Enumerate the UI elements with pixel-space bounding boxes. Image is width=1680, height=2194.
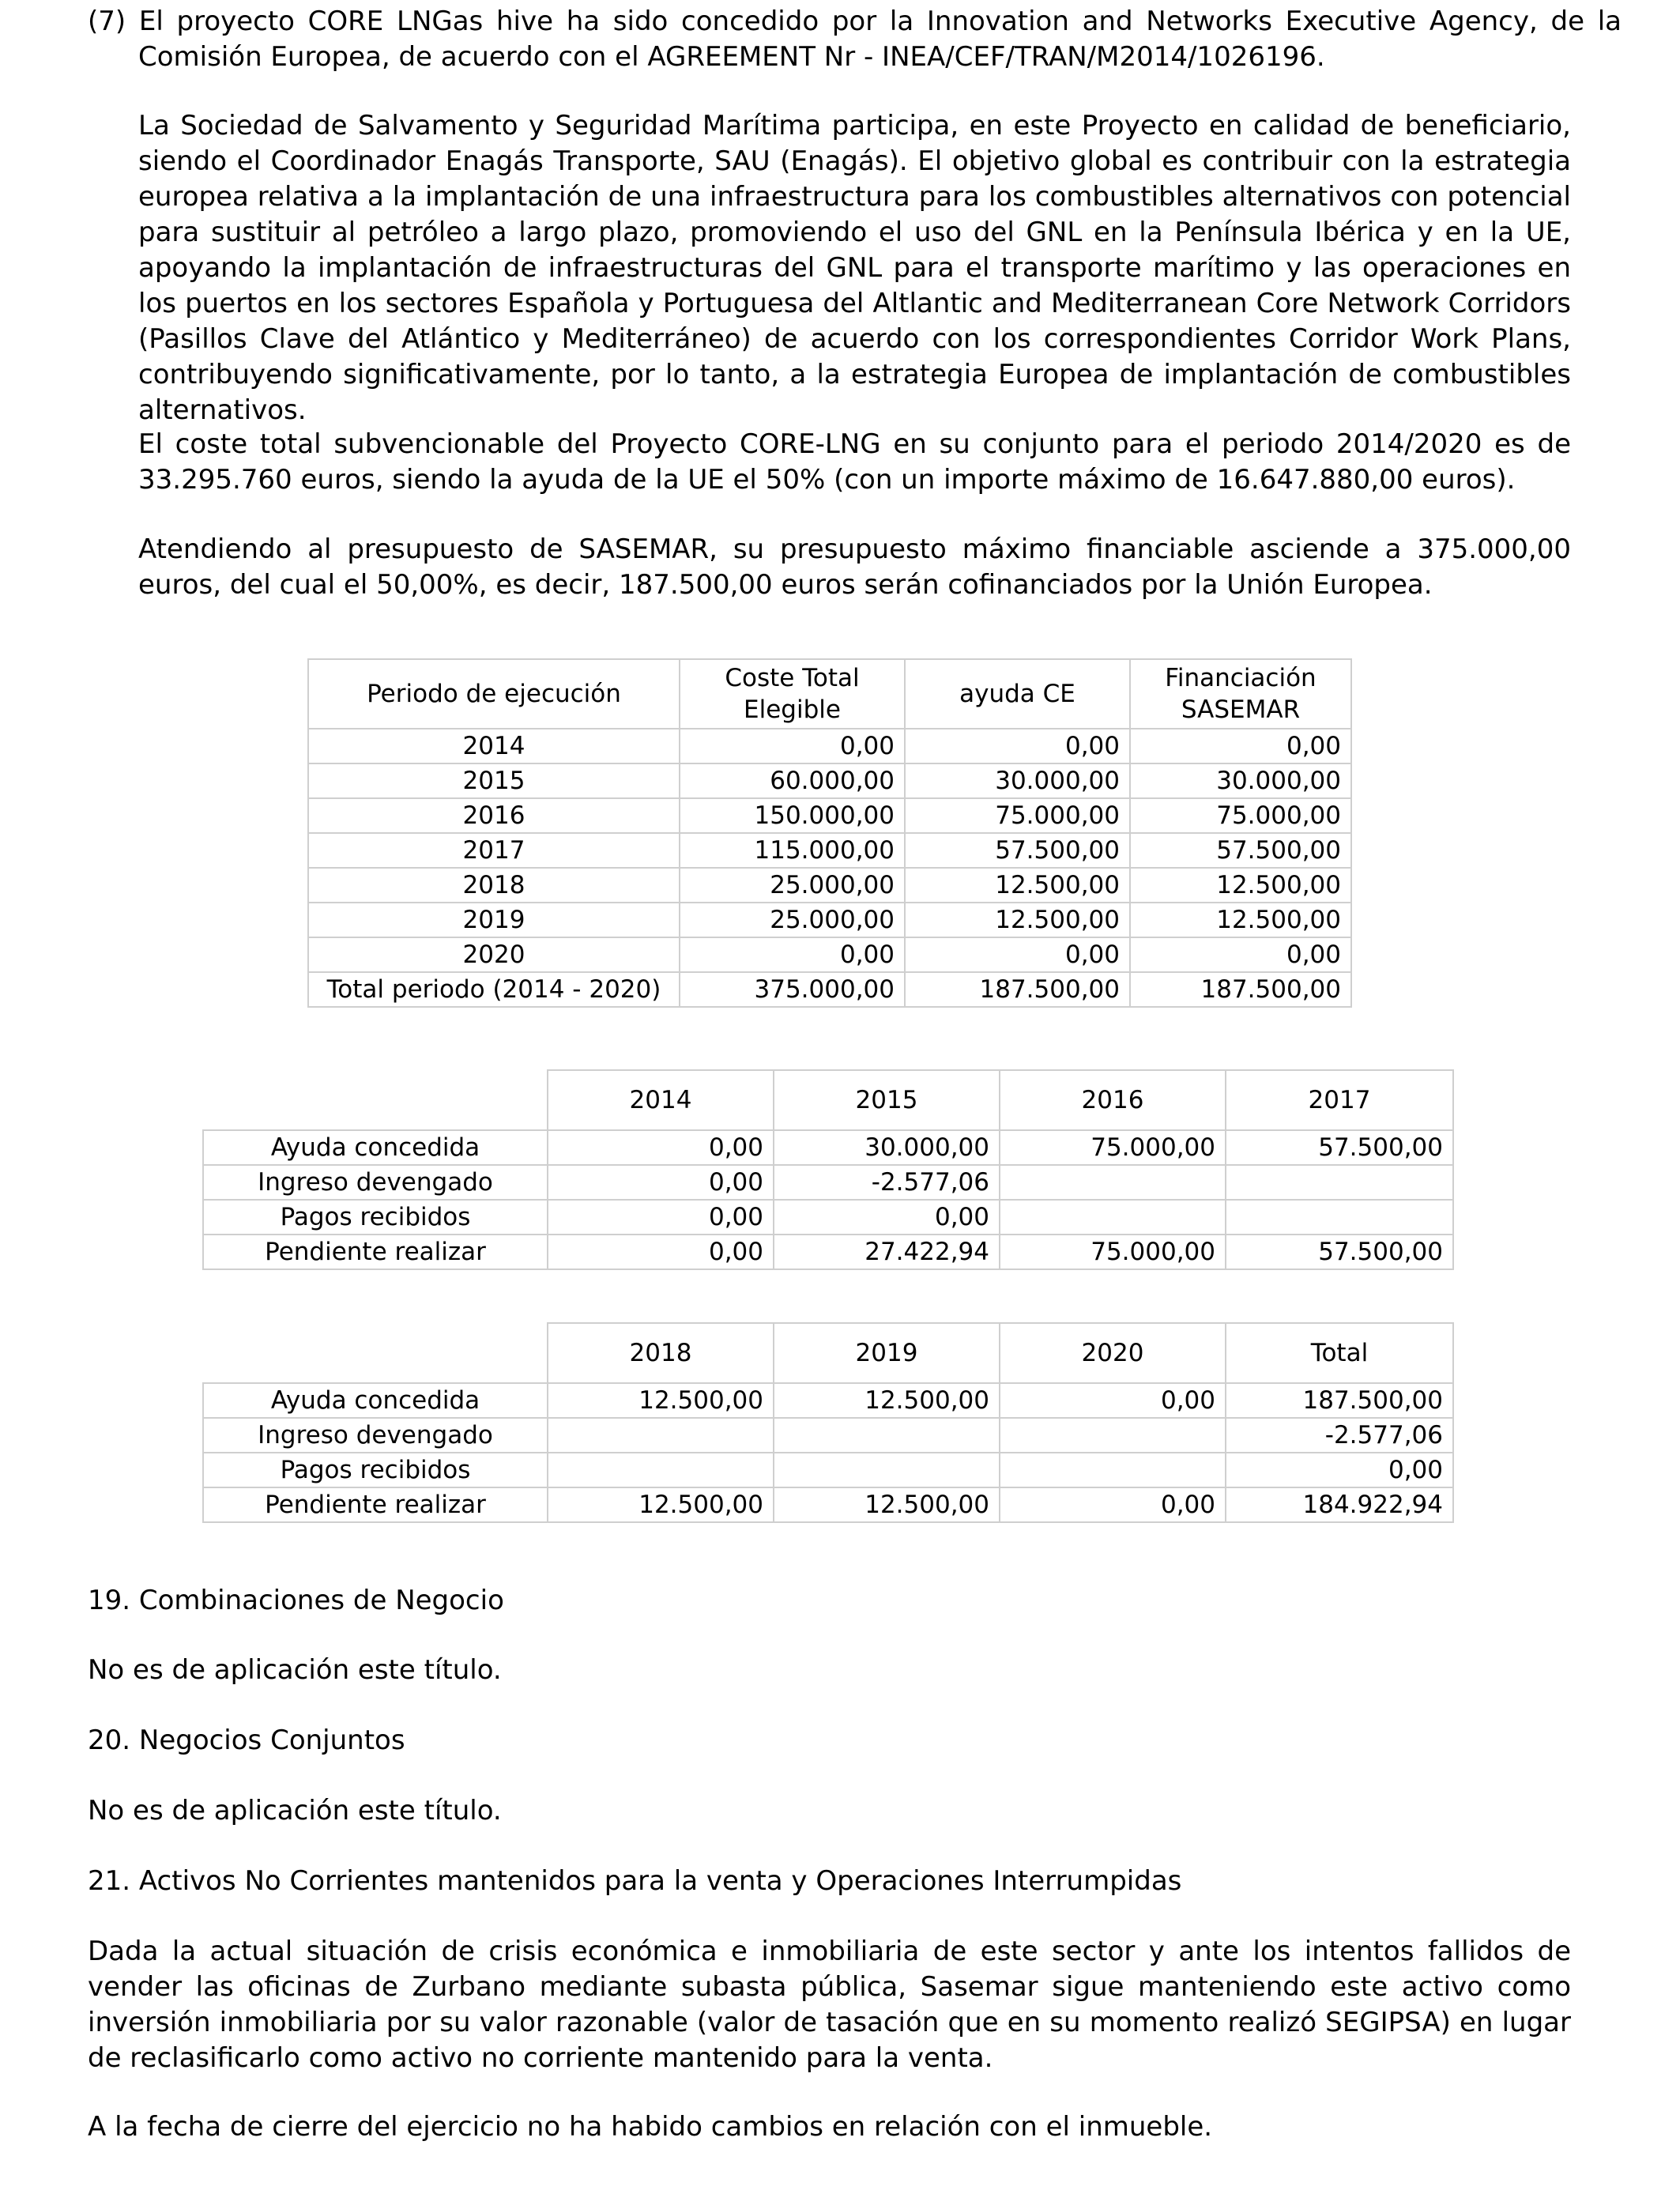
table-cell [774, 1418, 1000, 1453]
empty-corner-cell [203, 1070, 548, 1130]
section-21-title: 21. Activos No Corrientes mantenidos para la venta y Operaciones Interrumpidas [88, 1865, 1182, 1897]
table-cell: 57.500,00 [1226, 1130, 1453, 1165]
table-cell: 12.500,00 [905, 903, 1130, 937]
table-row [308, 833, 1351, 868]
paragraph-sasemar-participation: La Sociedad de Salvamento y Seguridad Marítima participa, en este Proyecto en calidad de beneficiario, siendo el Coordinador Enagás Transporte, SAU (Enagás). El objetivo global es contribuir con la estrategia europea relativa a la implantación de una infraestructura para los combustibles alternativos con potencial para sustituir al petróleo a largo plazo, promoviendo el uso del GNL en la Península Ibérica y en la UE, apoyando la implantación de infraestructuras del GNL para el transporte marítimo y las operaciones en los puertos en los sectores Española y Portuguesa del Altlantic and Mediterranean Core Network Corridors (Pasillos Clave del Atlántico y Mediterráneo) de acuerdo con los correspondientes Corridor Work Plans, contribuyendo significativamente, por lo tanto, a la estrategia Europea de implantación de combustibles alternativos. [138, 110, 1571, 426]
table-cell: 2015 [308, 763, 680, 798]
row-label: Ayuda concedida [203, 1130, 548, 1165]
table-cell: 75.000,00 [1130, 798, 1351, 833]
table-cell: 115.000,00 [680, 833, 905, 868]
table-cell: 187.500,00 [1130, 972, 1351, 1007]
section-20-text: No es de aplicación este título. [88, 1795, 502, 1826]
section-20-title: 20. Negocios Conjuntos [88, 1725, 405, 1756]
table-cell: 30.000,00 [774, 1130, 1000, 1165]
table-cell: 57.500,00 [905, 833, 1130, 868]
table-cell: Total periodo (2014 - 2020) [308, 972, 680, 1007]
table-cell: 57.500,00 [1226, 1235, 1453, 1269]
table-header-row [308, 659, 1351, 729]
table-row [308, 937, 1351, 972]
table-row [308, 729, 1351, 763]
table-row [203, 1383, 1453, 1418]
table-cell: 75.000,00 [1000, 1130, 1226, 1165]
empty-corner-cell [203, 1323, 548, 1383]
column-header: ayuda CE [905, 659, 1130, 729]
paragraph-core-lngas-intro: (7) El proyecto CORE LNGas hive ha sido concedido por la Innovation and Networks Executive Agency, de la Comisión Europea, de acuerdo con el AGREEMENT Nr - INEA/CEF/TRAN/M2014/1026196. [88, 6, 1622, 73]
table-cell: 150.000,00 [680, 798, 905, 833]
aid-status-table-2014-2017 [202, 1069, 1454, 1270]
table-cell [548, 1453, 774, 1487]
table-cell: 2017 [308, 833, 680, 868]
paragraph-total-cost: El coste total subvencionable del Proyecto CORE-LNG en su conjunto para el periodo 2014/2020 es de 33.295.760 euros, siendo la ayuda de la UE el 50% (con un importe máximo de 16.647.880,00 euros). [138, 428, 1571, 496]
table-cell: 2018 [308, 868, 680, 903]
table-cell: 2016 [308, 798, 680, 833]
table-cell: 25.000,00 [680, 868, 905, 903]
table-cell: 0,00 [1130, 729, 1351, 763]
table-cell: 2020 [308, 937, 680, 972]
row-label: Ingreso devengado [203, 1165, 548, 1200]
table-row [308, 868, 1351, 903]
table-cell: 27.422,94 [774, 1235, 1000, 1269]
column-header: 2014 [548, 1070, 774, 1130]
table-cell: 0,00 [1226, 1453, 1453, 1487]
table-cell: 60.000,00 [680, 763, 905, 798]
row-label: Pendiente realizar [203, 1487, 548, 1522]
table-cell: 0,00 [548, 1200, 774, 1235]
table-row [203, 1200, 1453, 1235]
table-cell: 0,00 [774, 1200, 1000, 1235]
table-cell: 187.500,00 [1226, 1383, 1453, 1418]
column-header: Financiación SASEMAR [1130, 659, 1351, 729]
table-row [203, 1453, 1453, 1487]
execution-period-table [307, 658, 1352, 1008]
column-header: Periodo de ejecución [308, 659, 680, 729]
table-cell: 12.500,00 [774, 1487, 1000, 1522]
table-cell [1000, 1418, 1226, 1453]
table-cell [548, 1418, 774, 1453]
row-label: Ingreso devengado [203, 1418, 548, 1453]
table-cell: 0,00 [548, 1235, 774, 1269]
row-label: Ayuda concedida [203, 1383, 548, 1418]
table-cell: 2019 [308, 903, 680, 937]
table-cell: 375.000,00 [680, 972, 905, 1007]
table-total-row [308, 972, 1351, 1007]
table-cell: -2.577,06 [774, 1165, 1000, 1200]
table-row [203, 1235, 1453, 1269]
table-row [203, 1418, 1453, 1453]
table-cell: 2014 [308, 729, 680, 763]
table-cell [774, 1453, 1000, 1487]
table-row [308, 903, 1351, 937]
table-cell [1226, 1165, 1453, 1200]
table-cell: 12.500,00 [548, 1487, 774, 1522]
row-label: Pagos recibidos [203, 1200, 548, 1235]
column-header: 2015 [774, 1070, 1000, 1130]
table-row [203, 1165, 1453, 1200]
table-row [308, 763, 1351, 798]
table-cell: 25.000,00 [680, 903, 905, 937]
aid-status-table-2018-total [202, 1322, 1454, 1523]
table-cell: 0,00 [1000, 1487, 1226, 1522]
table-cell: 75.000,00 [905, 798, 1130, 833]
table-header-row [203, 1323, 1453, 1383]
table-cell: 0,00 [548, 1165, 774, 1200]
column-header: 2017 [1226, 1070, 1453, 1130]
column-header: Coste Total Elegible [680, 659, 905, 729]
table-cell: 184.922,94 [1226, 1487, 1453, 1522]
column-header: 2020 [1000, 1323, 1226, 1383]
table-cell [1226, 1200, 1453, 1235]
column-header: Total [1226, 1323, 1453, 1383]
row-label: Pagos recibidos [203, 1453, 548, 1487]
table-cell: 75.000,00 [1000, 1235, 1226, 1269]
column-header: 2019 [774, 1323, 1000, 1383]
section-21-closing: A la fecha de cierre del ejercicio no ha habido cambios en relación con el inmueble. [88, 2111, 1213, 2143]
table-row [308, 798, 1351, 833]
section-21-paragraph: Dada la actual situación de crisis económica e inmobiliaria de este sector y ante los intentos fallidos de vender las oficinas de Zurbano mediante subasta pública, Sasemar sigue manteniendo este activo como inversión inmobiliaria por su valor razonable (valor de tasación que en su momento realizó SEGIPSA) en lugar de reclasificarlo como activo no corriente mantenido para la venta. [88, 1936, 1571, 2074]
table-cell: 12.500,00 [905, 868, 1130, 903]
column-header: 2018 [548, 1323, 774, 1383]
table-cell: 12.500,00 [548, 1383, 774, 1418]
table-cell: 0,00 [1000, 1383, 1226, 1418]
paragraph-sasemar-budget: Atendiendo al presupuesto de SASEMAR, su presupuesto máximo financiable asciende a 375.000,00 euros, del cual el 50,00%, es decir, 187.500,00 euros serán cofinanciados por la Unión Europea. [138, 533, 1571, 601]
table-cell: 187.500,00 [905, 972, 1130, 1007]
column-header: 2016 [1000, 1070, 1226, 1130]
table-cell: 0,00 [905, 937, 1130, 972]
table-header-row [203, 1070, 1453, 1130]
table-cell [1000, 1200, 1226, 1235]
table-row [203, 1487, 1453, 1522]
table-cell: 57.500,00 [1130, 833, 1351, 868]
table-cell: -2.577,06 [1226, 1418, 1453, 1453]
table-cell: 30.000,00 [905, 763, 1130, 798]
table-cell: 12.500,00 [1130, 903, 1351, 937]
table-cell: 0,00 [680, 729, 905, 763]
table-cell: 0,00 [548, 1130, 774, 1165]
table-cell: 12.500,00 [1130, 868, 1351, 903]
table-cell [1000, 1165, 1226, 1200]
table-cell: 12.500,00 [774, 1383, 1000, 1418]
table-row [203, 1130, 1453, 1165]
table-cell: 0,00 [1130, 937, 1351, 972]
row-label: Pendiente realizar [203, 1235, 548, 1269]
table-cell: 30.000,00 [1130, 763, 1351, 798]
table-cell: 0,00 [680, 937, 905, 972]
table-cell [1000, 1453, 1226, 1487]
section-19-title: 19. Combinaciones de Negocio [88, 1585, 504, 1616]
section-19-text: No es de aplicación este título. [88, 1654, 502, 1686]
table-cell: 0,00 [905, 729, 1130, 763]
